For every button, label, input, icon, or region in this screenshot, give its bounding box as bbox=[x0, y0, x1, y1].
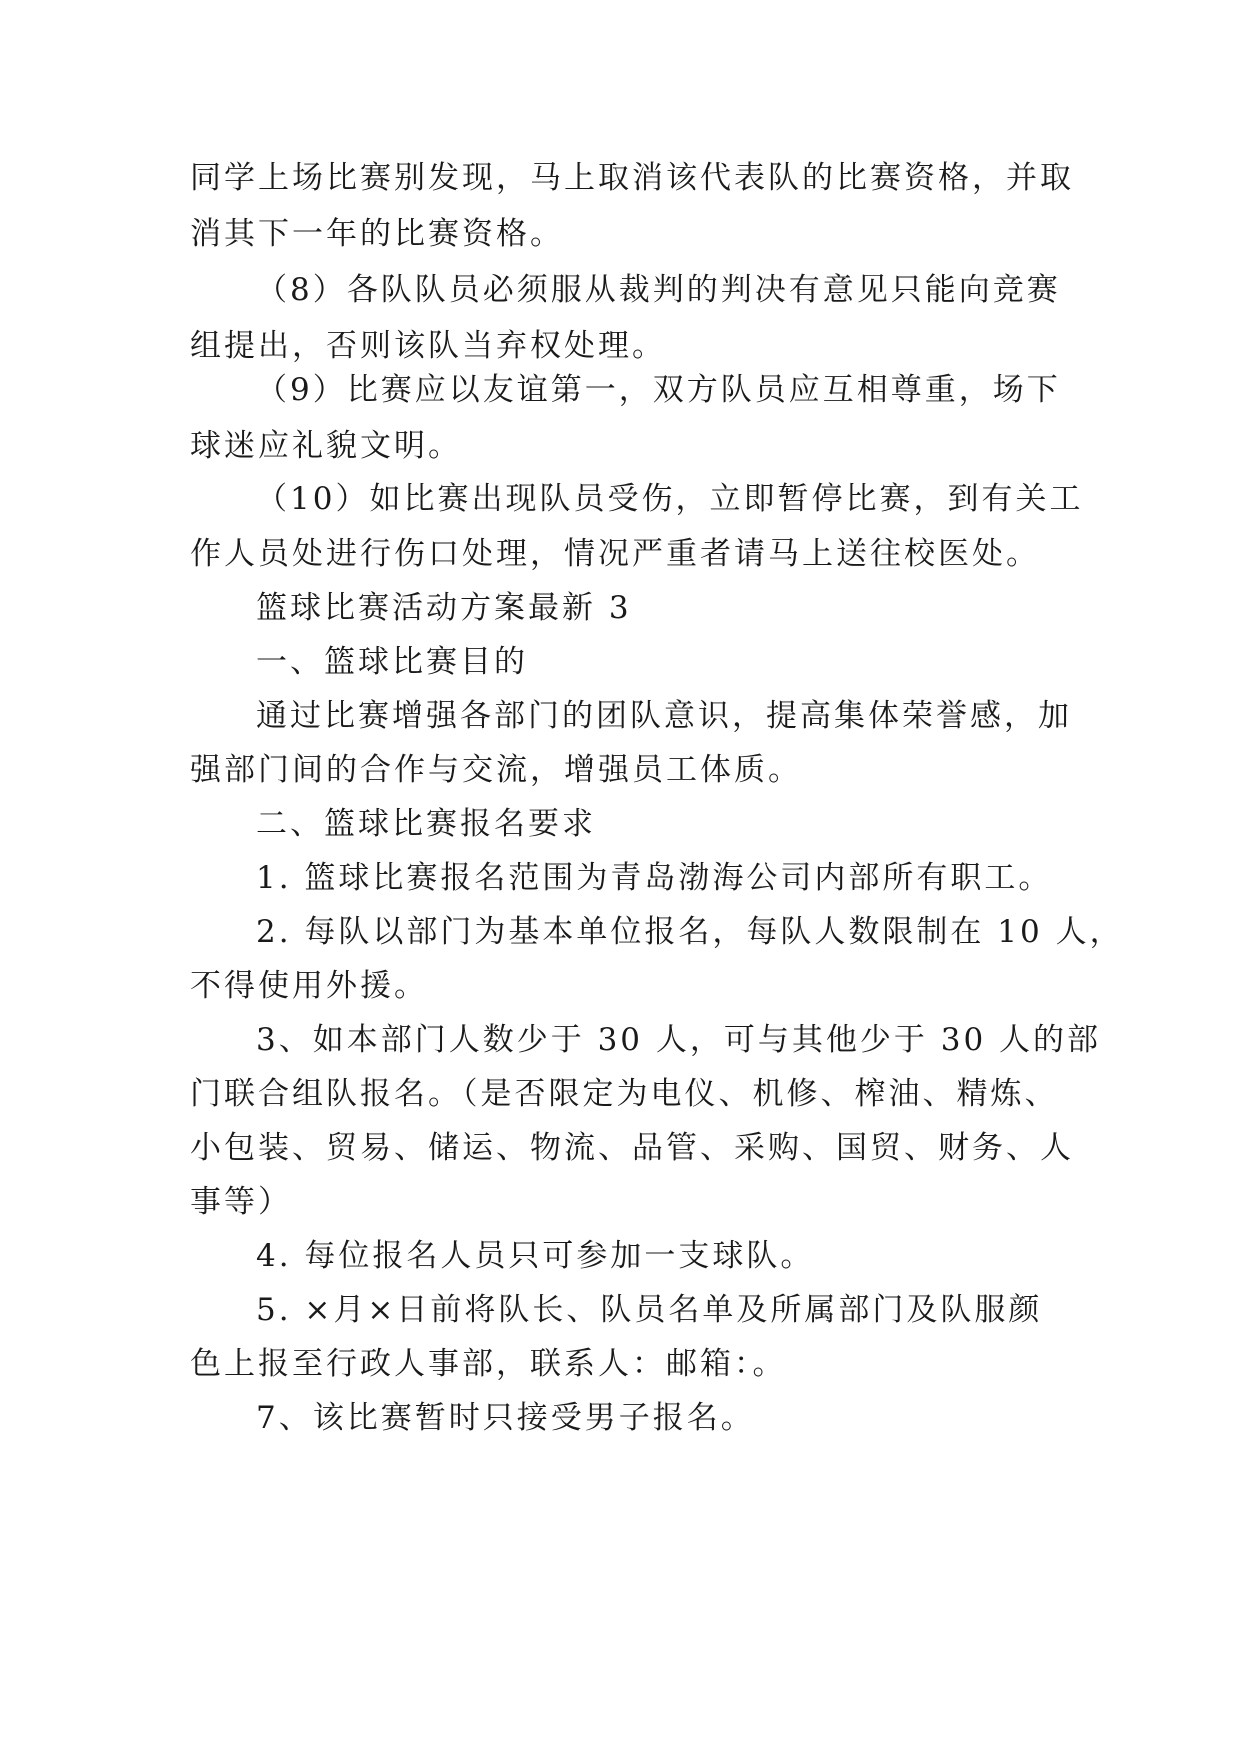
text-line-15: 2. 每队以部门为基本单位报名，每队人数限制在 10 人， bbox=[256, 914, 1124, 950]
text-line-8: 作人员处进行伤口处理，情况严重者请马上送往校医处。 bbox=[190, 536, 1040, 572]
text-line-12: 强部门间的合作与交流，增强员工体质。 bbox=[190, 752, 802, 788]
text-line-13: 二、篮球比赛报名要求 bbox=[256, 806, 596, 842]
text-line-7: （10）如比赛出现队员受伤，立即暂停比赛，到有关工 bbox=[256, 481, 1084, 517]
text-line-14: 1. 篮球比赛报名范围为青岛渤海公司内部所有职工。 bbox=[256, 860, 1053, 896]
text-line-18: 门联合组队报名。（是否限定为电仪、机修、榨油、精炼、 bbox=[190, 1076, 1059, 1112]
text-line-19: 小包装、贸易、储运、物流、品管、采购、国贸、财务、人 bbox=[190, 1130, 1074, 1166]
text-line-11: 通过比赛增强各部门的团队意识，提高集体荣誉感，加 bbox=[256, 698, 1072, 734]
text-line-23: 色上报至行政人事部，联系人：邮箱：。 bbox=[190, 1346, 787, 1382]
text-line-4: 组提出，否则该队当弃权处理。 bbox=[190, 328, 666, 364]
text-line-2: 消其下一年的比赛资格。 bbox=[190, 216, 564, 252]
text-line-3: （8）各队队员必须服从裁判的判决有意见只能向竞赛 bbox=[256, 272, 1061, 308]
text-line-24: 7、该比赛暂时只接受男子报名。 bbox=[256, 1400, 755, 1436]
text-line-9: 篮球比赛活动方案最新 3 bbox=[256, 590, 632, 626]
text-line-20: 事等） bbox=[190, 1184, 292, 1220]
text-line-17: 3、如本部门人数少于 30 人，可与其他少于 30 人的部 bbox=[256, 1022, 1102, 1058]
text-line-22: 5. ×月×日前将队长、队员名单及所属部门及队服颜 bbox=[256, 1292, 1043, 1328]
text-line-1: 同学上场比赛别发现，马上取消该代表队的比赛资格，并取 bbox=[190, 160, 1074, 196]
text-line-5: （9）比赛应以友谊第一，双方队员应互相尊重，场下 bbox=[256, 372, 1061, 408]
text-line-21: 4. 每位报名人员只可参加一支球队。 bbox=[256, 1238, 815, 1274]
text-line-6: 球迷应礼貌文明。 bbox=[190, 428, 462, 464]
text-line-16: 不得使用外援。 bbox=[190, 968, 428, 1004]
text-line-10: 一、篮球比赛目的 bbox=[256, 644, 528, 680]
